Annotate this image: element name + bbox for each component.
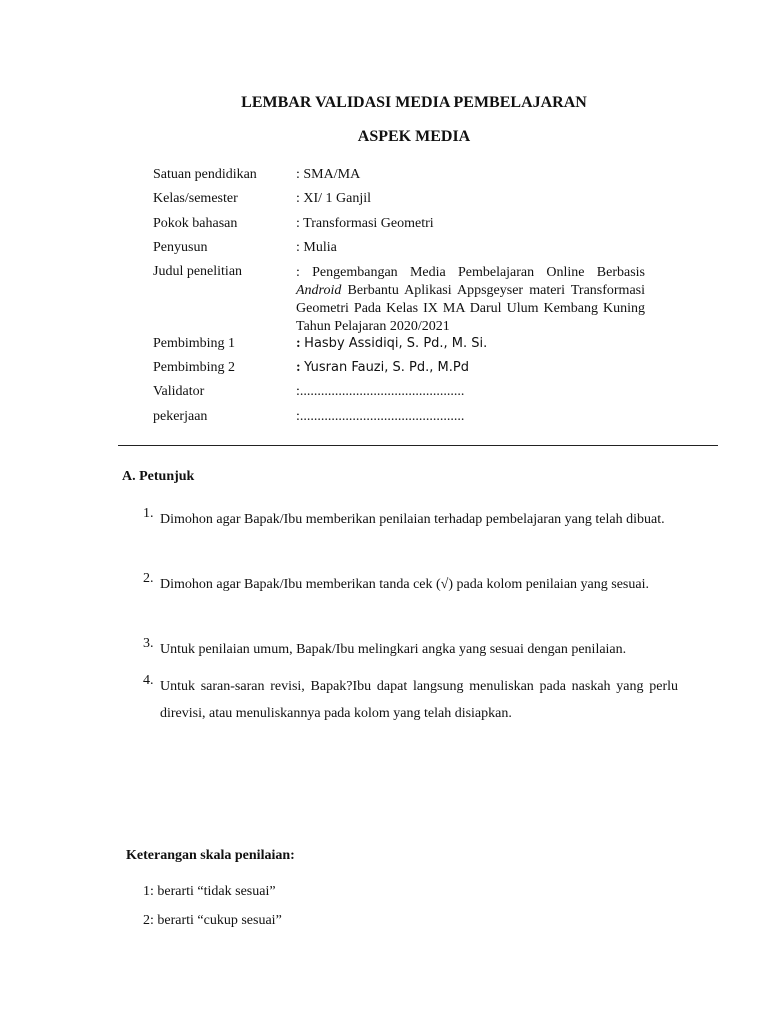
- pembimbing2-label: Pembimbing 2: [153, 360, 236, 375]
- pokok-value: : Transformasi Geometri: [296, 216, 434, 231]
- petunjuk-heading: A. Petunjuk: [122, 469, 195, 484]
- judul-label: Judul penelitian: [153, 264, 243, 279]
- list-item-text: Dimohon agar Bapak/Ibu memberikan penilaian terhadap pembelajaran yang telah dibuat.: [160, 512, 665, 527]
- list-item-number: 1.: [143, 506, 154, 521]
- pokok-label: Pokok bahasan: [153, 216, 238, 231]
- pembimbing2-value: Yusran Fauzi, S. Pd., M.Pd: [304, 360, 469, 375]
- divider: [118, 445, 718, 446]
- list-item-text: Untuk saran-saran revisi, Bapak?Ibu dapat langsung menuliskan pada naskah yang perlu direvisi, atau menuliskannya pada kolom yang telah disiapkan.: [160, 679, 678, 721]
- judul-value: [296, 264, 645, 336]
- kelas-label: Kelas/semester: [153, 191, 238, 206]
- list-item-text: Untuk penilaian umum, Bapak/Ibu melingkari angka yang sesuai dengan penilaian.: [160, 642, 627, 657]
- validator-value: :...............................................: [296, 384, 465, 399]
- list-item-number: 4.: [143, 673, 154, 688]
- judul-prefix: : Pengembangan Media Pembelajaran Online Berbasis: [296, 265, 645, 280]
- satuan-label: Satuan pendidikan: [153, 167, 257, 182]
- kelas-value: : XI/ 1 Ganjil: [296, 191, 372, 206]
- page-subtitle: ASPEK MEDIA: [357, 128, 471, 145]
- pembimbing2-value-wrap: [296, 360, 469, 376]
- pekerjaan-value: :...............................................: [296, 409, 465, 424]
- penyusun-label: Penyusun: [153, 240, 208, 255]
- satuan-value: : SMA/MA: [296, 167, 361, 182]
- penyusun-value: : Mulia: [296, 240, 337, 255]
- list-item-text: Dimohon agar Bapak/Ibu memberikan tanda cek (√) pada kolom penilaian yang sesuai.: [160, 577, 649, 592]
- list-item-number: 3.: [143, 636, 154, 651]
- pembimbing1-label: Pembimbing 1: [153, 336, 236, 351]
- pembimbing1-value: Hasby Assidiqi, S. Pd., M. Si.: [304, 336, 488, 351]
- pembimbing1-colon: :: [296, 336, 305, 351]
- pekerjaan-label: pekerjaan: [153, 409, 208, 424]
- skala-item: 2: berarti “cukup sesuai”: [143, 913, 282, 928]
- pembimbing2-colon: :: [296, 360, 305, 375]
- page-title: LEMBAR VALIDASI MEDIA PEMBELAJARAN: [241, 94, 587, 111]
- skala-heading: Keterangan skala penilaian:: [126, 848, 295, 863]
- judul-italic: Android: [296, 283, 342, 298]
- list-item-number: 2.: [143, 571, 154, 586]
- skala-item: 1: berarti “tidak sesuai”: [143, 884, 276, 899]
- pembimbing1-value-wrap: [296, 336, 487, 352]
- validator-label: Validator: [153, 384, 205, 399]
- judul-rest: Berbantu Aplikasi Appsgeyser materi Transformasi Geometri Pada Kelas IX MA Darul Ulum Kembang Kuning Tahun Pelajaran 2020/2021: [296, 283, 645, 334]
